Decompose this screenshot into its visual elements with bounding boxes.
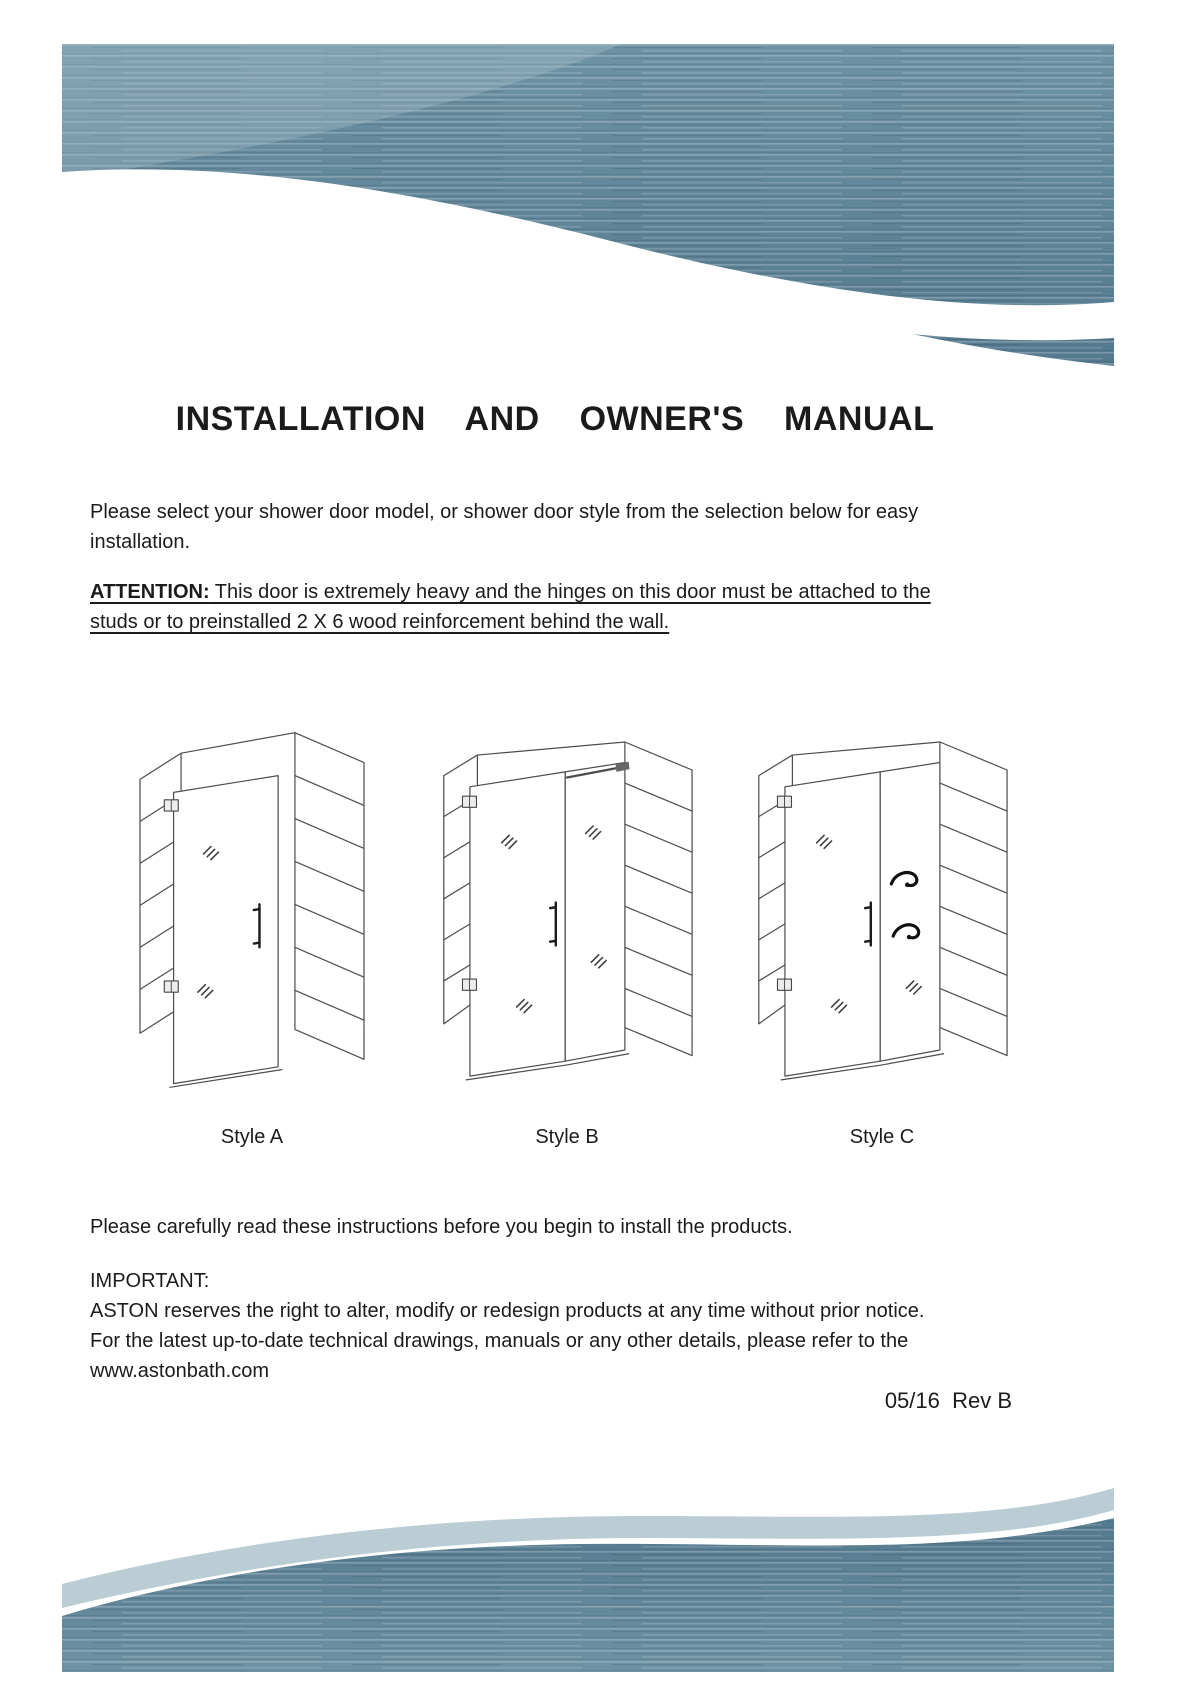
shower-door-style-b-illustration (427, 700, 707, 1120)
style-a-label: Style A (220, 1126, 284, 1148)
figure-style-c (742, 700, 1022, 1149)
attention-text: This door is extremely heavy and the hinges on this door must be attached to the studs or to preinstalled 2 X 6 wood reinforcement behind the wall. (90, 581, 931, 633)
revision-label: 05/16 Rev B (884, 1388, 1012, 1413)
figure-style-b (427, 700, 707, 1149)
important-block (90, 1266, 1070, 1386)
attention-label: ATTENTION: (90, 581, 210, 603)
read-note: Please carefully read these instructions before you begin to install the products. (90, 1216, 793, 1238)
attention-paragraph (90, 577, 950, 637)
intro-paragraph: Please select your shower door model, or shower door style from the selection below for easy installation. (90, 501, 919, 553)
bottom-wave-banner-graphic (62, 1452, 1114, 1672)
shower-door-style-a-illustration (112, 700, 392, 1120)
page-title: INSTALLATION AND OWNER'S MANUAL (175, 400, 935, 438)
top-wave-banner-graphic (62, 44, 1114, 370)
shower-door-style-c-illustration (742, 700, 1022, 1120)
style-c-label: Style C (849, 1126, 915, 1148)
important-line-2: For the latest up-to-date technical drawings, manuals or any other details, please refer to the (90, 1330, 909, 1352)
important-line-3: www.astonbath.com (90, 1360, 269, 1382)
style-b-label: Style B (535, 1126, 599, 1148)
figure-style-a (112, 700, 392, 1149)
important-line-1: ASTON reserves the right to alter, modify or redesign products at any time without prior notice. (90, 1300, 925, 1322)
style-figures (112, 700, 1022, 1149)
important-label: IMPORTANT: (90, 1270, 210, 1292)
